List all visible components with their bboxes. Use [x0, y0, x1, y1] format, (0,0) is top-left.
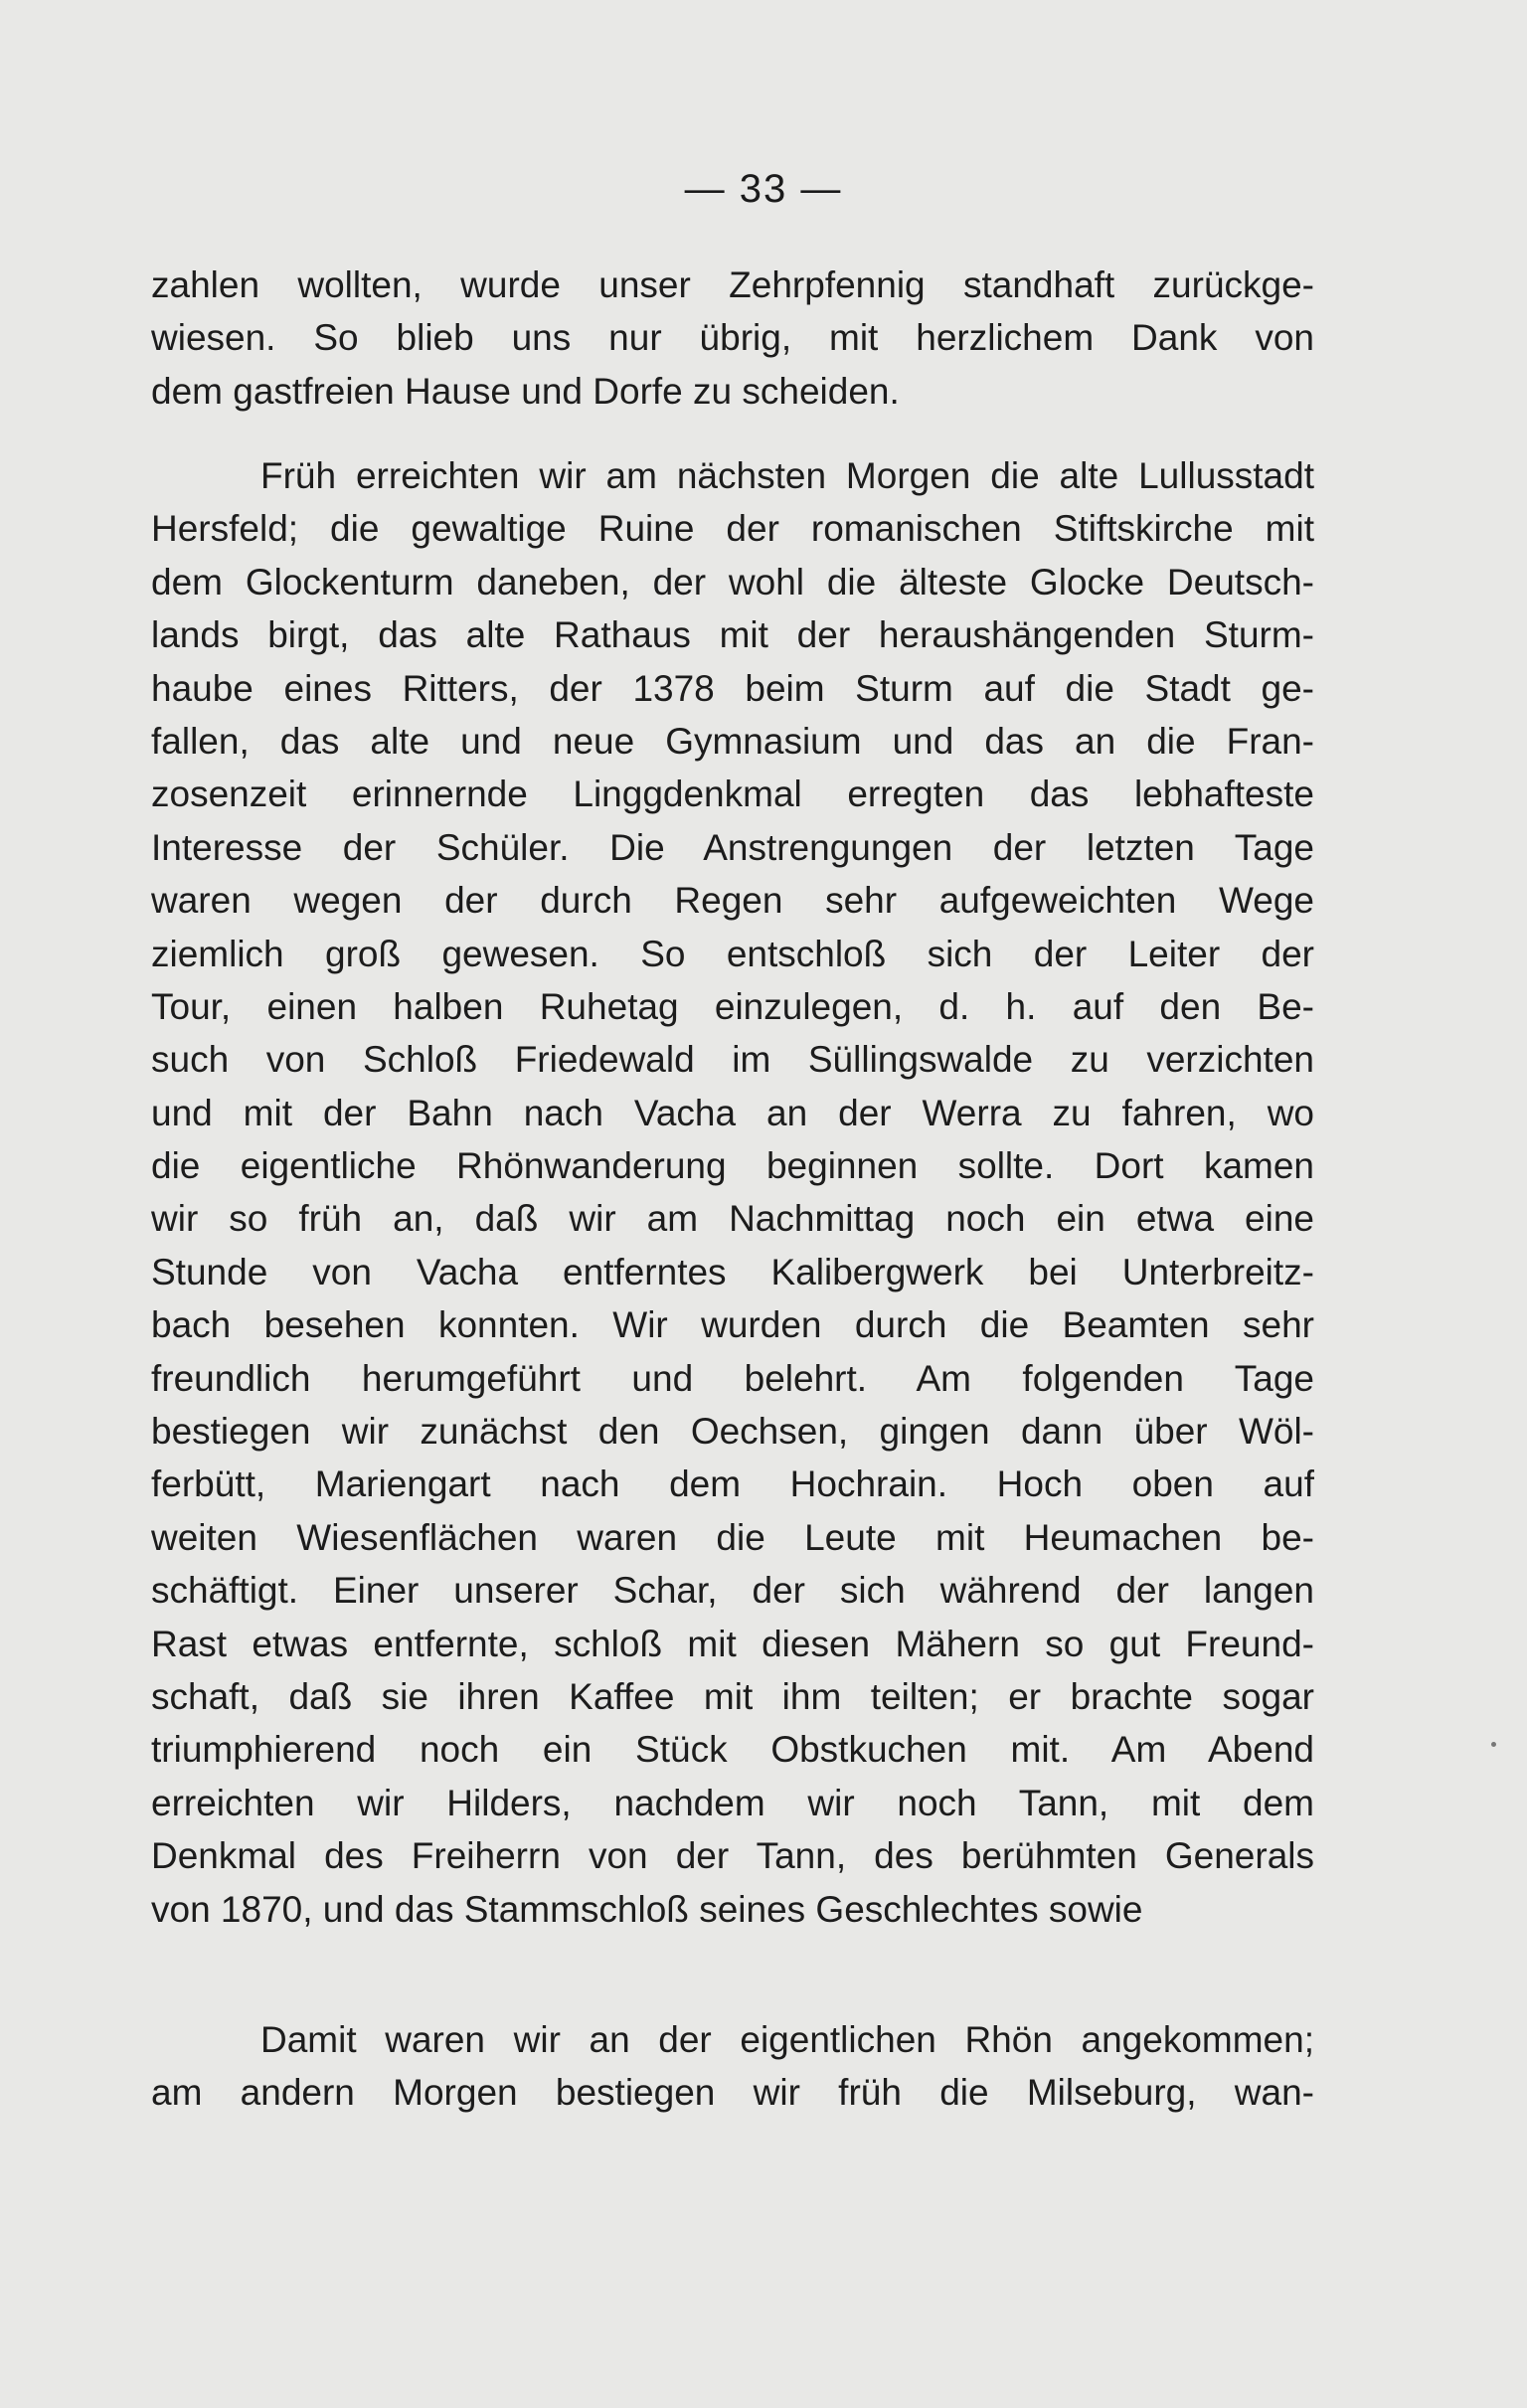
paper-speck	[1491, 1742, 1496, 1747]
text-line: von 1870, und das Stammschloß seines Geschlechtes sowie	[151, 1888, 1143, 1930]
text-line: bach besehen konnten. Wir wurden durch die Beamten sehr	[151, 1304, 1314, 1346]
text-line: fallen, das alte und neue Gymnasium und das an die Fran-	[151, 720, 1314, 762]
text-line: Stunde von Vacha entferntes Kalibergwerk bei Unterbreitz-	[151, 1251, 1314, 1292]
text-line: dem Glockenturm daneben, der wohl die älteste Glocke Deutsch-	[151, 561, 1314, 602]
text-line: wiesen. So blieb uns nur übrig, mit herzlichem Dank von	[151, 317, 1314, 359]
text-line: wir so früh an, daß wir am Nachmittag noch ein etwa eine	[151, 1198, 1314, 1240]
text-line: erreichten wir Hilders, nachdem wir noch Tann, mit dem	[151, 1782, 1314, 1823]
text-line: Interesse der Schüler. Die Anstrengungen der letzten Tage	[151, 826, 1314, 868]
text-line: zosenzeit erinnernde Linggdenkmal erregten das lebhafteste	[151, 774, 1314, 815]
text-line: die eigentliche Rhönwanderung beginnen sollte. Dort kamen	[151, 1145, 1314, 1187]
paragraph-3	[151, 2013, 1314, 2120]
text-line: freundlich herumgeführt und belehrt. Am folgenden Tage	[151, 1357, 1314, 1399]
page-number: — 33 —	[684, 167, 843, 211]
text-line: Denkmal des Freiherrn von der Tann, des berühmten Generals	[151, 1835, 1314, 1877]
text-line: zahlen wollten, wurde unser Zehrpfennig standhaft zurückge-	[151, 264, 1314, 305]
text-line: Rast etwas entfernte, schloß mit diesen Mähern so gut Freund-	[151, 1623, 1314, 1664]
text-line: Früh erreichten wir am nächsten Morgen die alte Lullusstadt	[260, 455, 1314, 496]
text-line: ferbütt, Mariengart nach dem Hochrain. Hoch oben auf	[151, 1463, 1314, 1505]
text-line: schaft, daß sie ihren Kaffee mit ihm teilten; er brachte sogar	[151, 1675, 1314, 1717]
text-line: bestiegen wir zunächst den Oechsen, gingen dann über Wöl-	[151, 1411, 1314, 1453]
text-line: am andern Morgen bestiegen wir früh die Milseburg, wan-	[151, 2072, 1314, 2114]
text-line: haube eines Ritters, der 1378 beim Sturm auf die Stadt ge-	[151, 667, 1314, 709]
text-line: Tour, einen halben Ruhetag einzulegen, d. h. auf den Be-	[151, 985, 1314, 1027]
text-line: Damit waren wir an der eigentlichen Rhön angekommen;	[260, 2019, 1314, 2060]
text-line: ziemlich groß gewesen. So entschloß sich der Leiter der	[151, 933, 1314, 974]
paragraph-1	[151, 258, 1314, 418]
text-line: lands birgt, das alte Rathaus mit der heraushängenden Sturm-	[151, 614, 1314, 656]
paragraph-2	[151, 449, 1314, 1936]
text-line: dem gastfreien Hause und Dorfe zu scheiden.	[151, 370, 900, 412]
text-line: weiten Wiesenflächen waren die Leute mit Heumachen be-	[151, 1516, 1314, 1558]
text-line: Hersfeld; die gewaltige Ruine der romanischen Stiftskirche mit	[151, 508, 1314, 550]
text-line: und mit der Bahn nach Vacha an der Werra zu fahren, wo	[151, 1092, 1314, 1133]
text-line: such von Schloß Friedewald im Süllingswalde zu verzichten	[151, 1039, 1314, 1081]
text-line: triumphierend noch ein Stück Obstkuchen mit. Am Abend	[151, 1729, 1314, 1771]
text-line: schäftigt. Einer unserer Schar, der sich während der langen	[151, 1570, 1314, 1612]
text-line: waren wegen der durch Regen sehr aufgeweichten Wege	[151, 880, 1314, 922]
